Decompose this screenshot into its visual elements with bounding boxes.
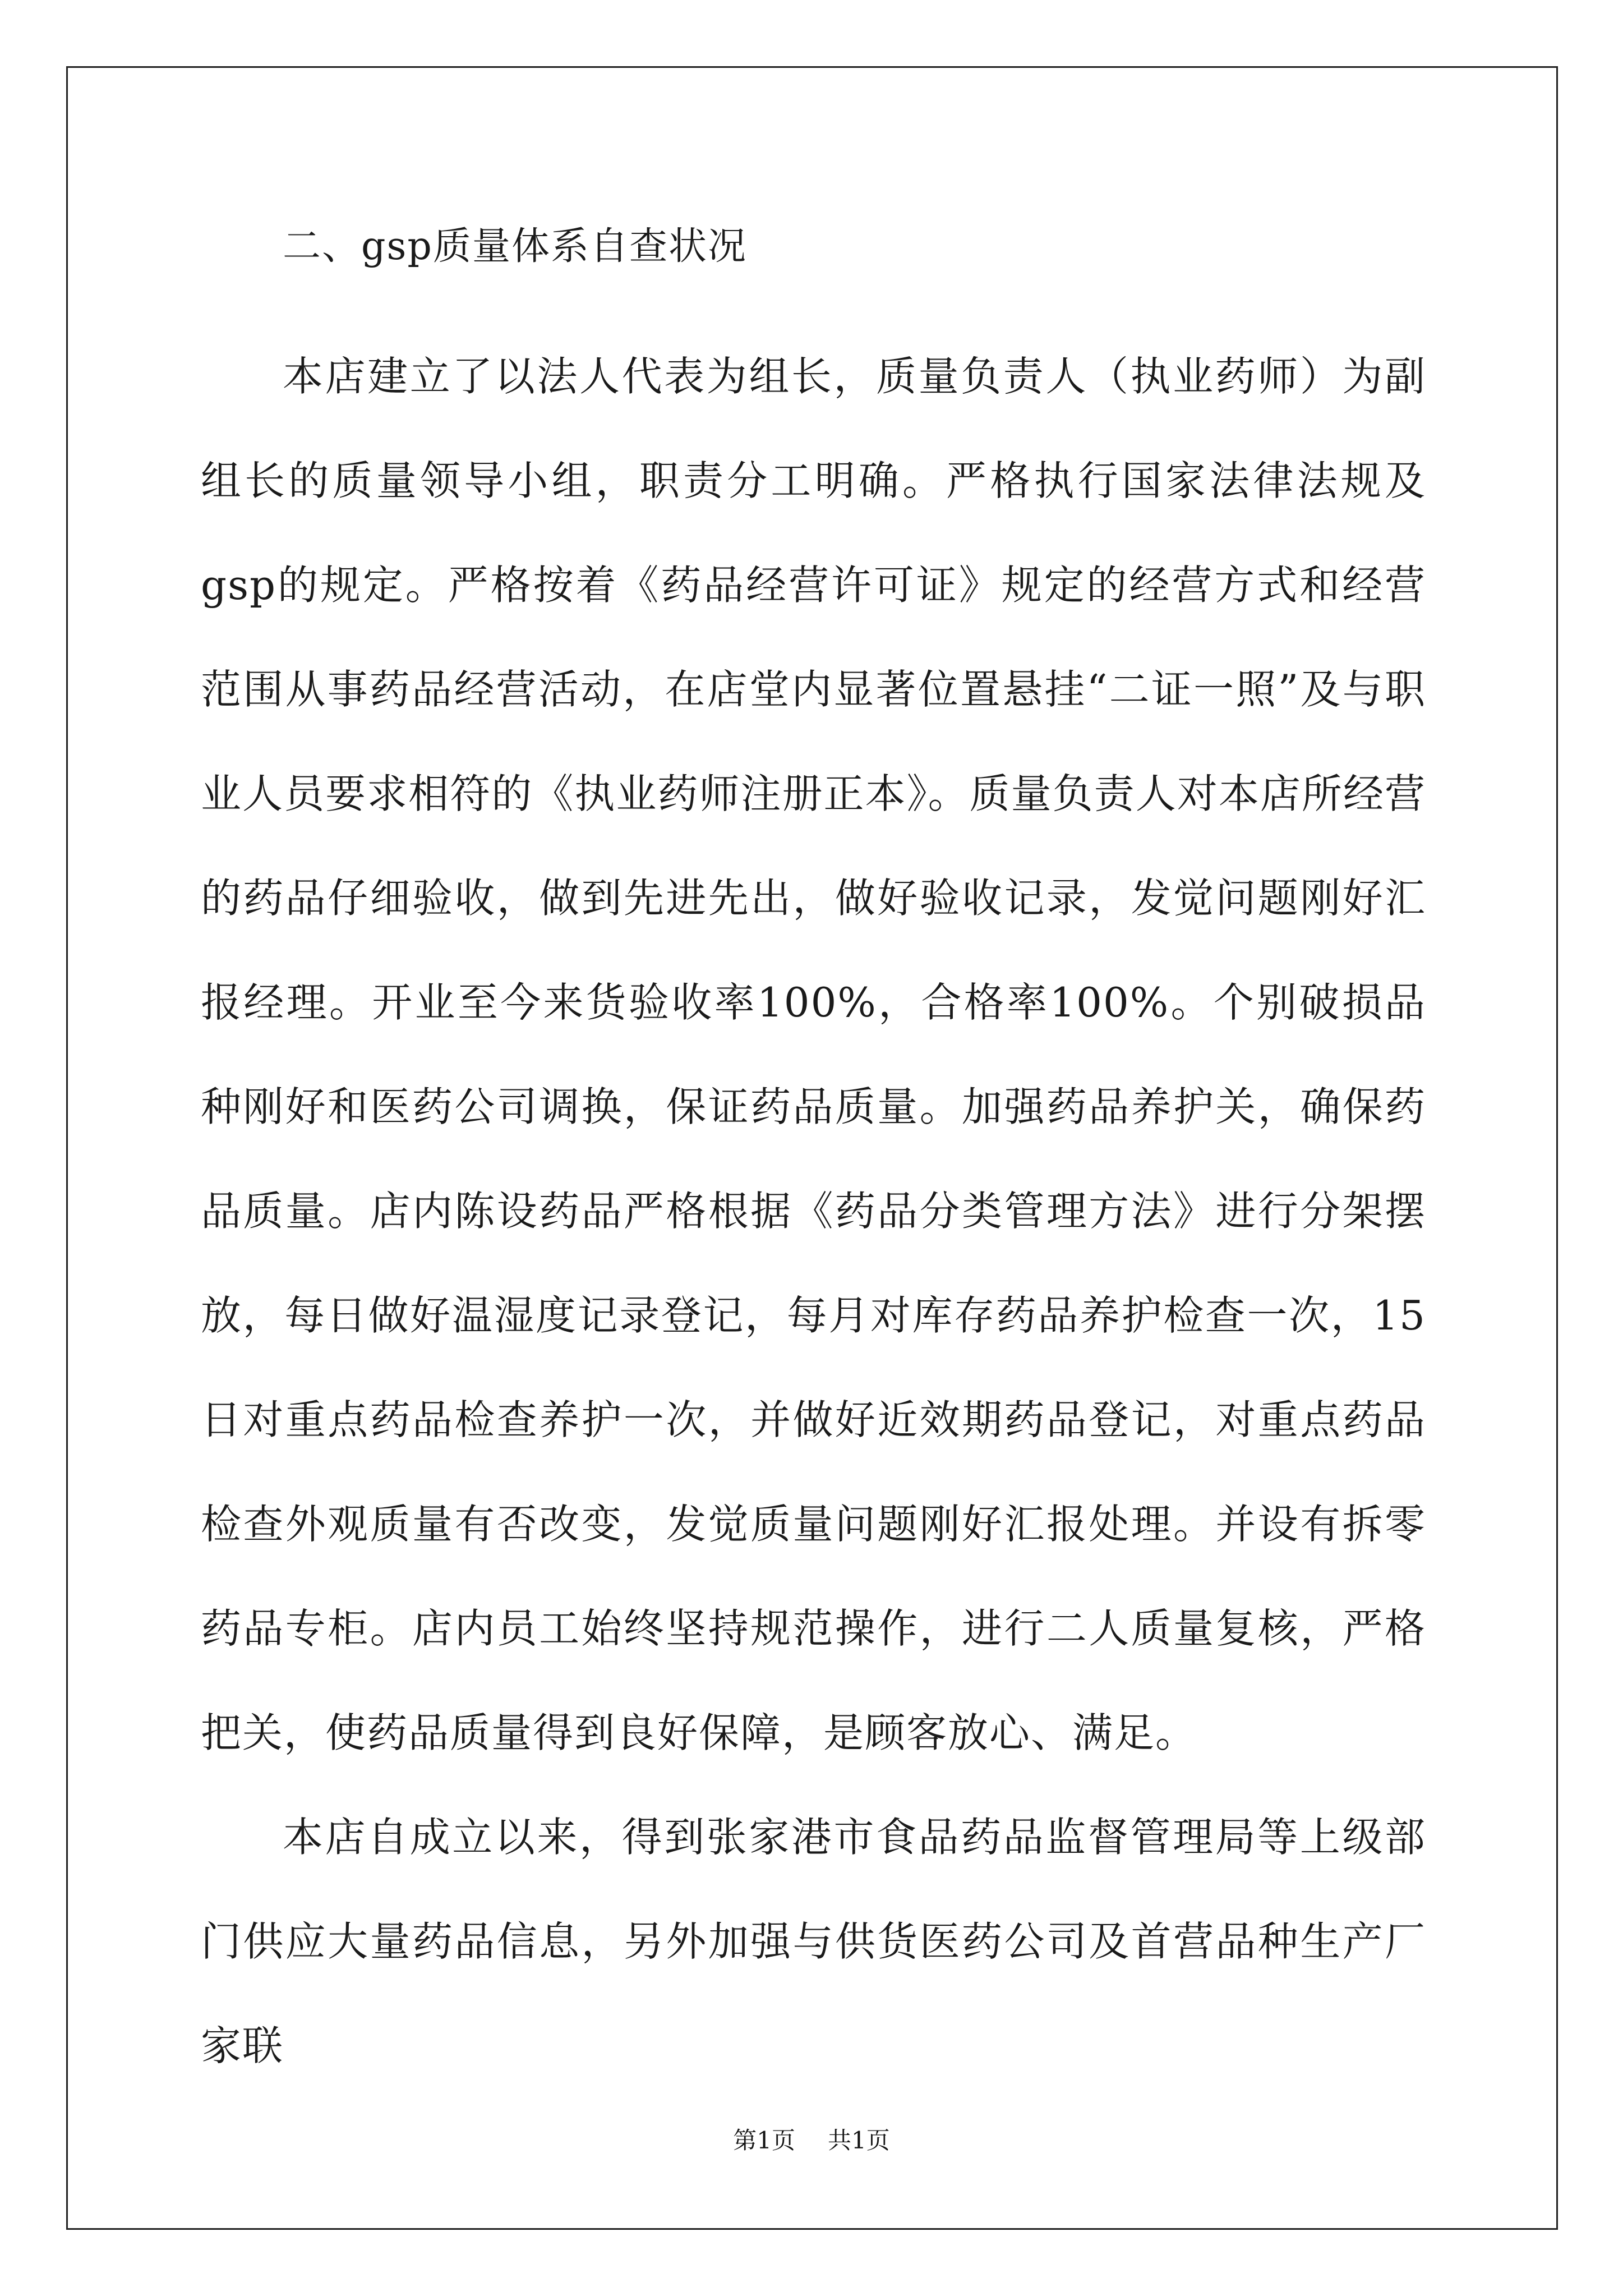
page-total: 共1页 [828,2127,890,2154]
document-body [201,220,1426,2098]
page-number: 第1页 [733,2127,795,2154]
paragraph-quality-system: 本店建立了以法人代表为组长，质量负责人（执业药师）为副组长的质量领导小组，职责分工明确。严格执行国家法律法规及gsp的规定。严格按着《药品经营许可证》规定的经营方式和经营范围从事药品经营活动，在店堂内显著位置悬挂“二证一照”及与职业人员要求相符的《执业药师注册正本》。质量负责人对本店所经营的药品仔细验收，做到先进先出，做好验收记录，发觉问题刚好汇报经理。开业至今来货验收率100%，合格率100%。个别破损品种刚好和医药公司调换，保证药品质量。加强药品养护关，确保药品质量。店内陈设药品严格根据《药品分类管理方法》进行分架摆放，每日做好温湿度记录登记，每月对库存药品养护检查一次，15日对重点药品检查养护一次，并做好近效期药品登记，对重点药品检查外观质量有否改变，发觉质量问题刚好汇报处理。并设有拆零药品专柜。店内员工始终坚持规范操作，进行二人质量复核，严格把关，使药品质量得到良好保障，是顾客放心、满足。 [201,353,1426,1756]
page-footer [0,2125,1623,2156]
section-heading: 二、gsp质量体系自查状况 [283,224,747,269]
paragraph-since-founding: 本店自成立以来，得到张家港市食品药品监督管理局等上级部门供应大量药品信息，另外加强与供货医药公司及首营品种生产厂家联 [201,1814,1426,2069]
